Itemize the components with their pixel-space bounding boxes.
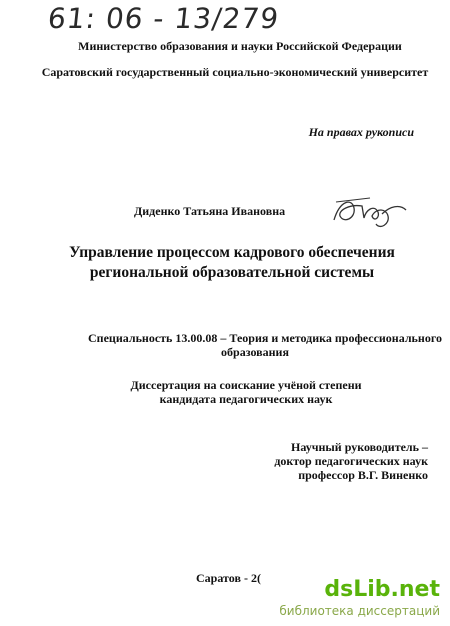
watermark-subtitle: библиотека диссертаций [279,604,440,618]
ministry-name: Министерство образования и науки Российской Федерации [78,39,402,53]
specialty-line-1: Специальность 13.00.08 – Теория и методика профессионального [88,331,442,345]
university-name: Саратовский государственный социально-экономический университет [41,65,429,79]
specialty-line-2: образования [221,345,289,359]
author-name: Диденко Татьяна Ивановна [134,204,286,218]
dslib-watermark[interactable] [279,578,440,618]
supervisor-line-1: Научный руководитель – [291,440,428,454]
rights-note: На правах рукописи [308,125,414,139]
degree-line-1: Диссертация на соискание учёной степени [130,378,362,392]
dissertation-title-line-2: региональной образовательной системы [89,264,375,281]
dissertation-title-line-1: Управление процессом кадрового обеспечения [69,244,395,261]
supervisor-line-2: доктор педагогических наук [274,454,428,468]
watermark-logo: dsLib.net [324,577,440,602]
supervisor-line-3: профессор В.Г. Виненко [298,468,428,482]
city-year: Саратов - 2( [196,571,261,585]
degree-line-2: кандидата педагогических наук [159,392,333,406]
handwritten-archive-number: 61: 06 - 13/279 [46,2,281,35]
author-signature [330,190,410,232]
